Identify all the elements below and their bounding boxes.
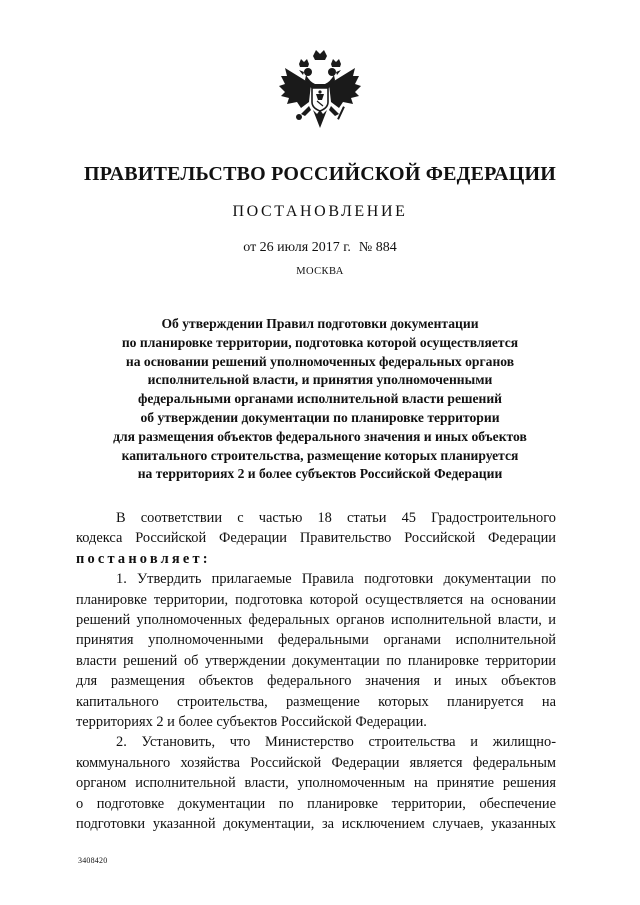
body-line: В соответствии с частью 18 статьи 45 Градостроительного <box>116 510 556 526</box>
body-line: 1. Утвердить прилагаемые Правила подготовки документации по <box>116 571 556 588</box>
body-line: кодекса Российской Федерации Правительство Российской Федерации <box>76 530 556 547</box>
heading-line: Об утверждении Правил подготовки документации <box>161 316 479 331</box>
document-number: № 884 <box>358 240 397 255</box>
heading-line: исполнительной власти, и принятия уполномоченными <box>147 372 493 388</box>
body-line: власти решений об утверждении документации по планировке территории <box>76 652 556 669</box>
document-type: ПОСТАНОВЛЕНИЕ <box>232 203 408 220</box>
decree-keyword: постановляет: <box>76 550 211 567</box>
document-city: МОСКВА <box>296 266 344 277</box>
heading-line: на основании решений уполномоченных федеральных органов <box>125 353 515 369</box>
document-body <box>76 508 556 835</box>
heading-line: по планировке территории, подготовка которой осуществляется <box>121 334 519 350</box>
body-line: территориях 2 и более субъектов Российской Федерации. <box>76 714 427 731</box>
body-line: принятия уполномоченными федеральными органами исполнительной <box>76 632 556 649</box>
heading-line: федеральными органами исполнительной власти решений <box>138 391 502 407</box>
body-line: решений уполномоченных федеральных органов исполнительной власти, и <box>76 612 556 629</box>
document-date-line <box>0 240 640 256</box>
body-line: для размещения объектов федерального значения и иных объектов <box>76 673 556 690</box>
government-title: ПРАВИТЕЛЬСТВО РОССИЙСКОЙ ФЕДЕРАЦИИ <box>84 163 556 185</box>
document-date: от 26 июля 2017 г. <box>243 240 351 255</box>
heading-line: на территориях 2 и более субъектов Российской Федерации <box>137 466 503 482</box>
document-code: 3408420 <box>78 856 108 865</box>
coat-of-arms-icon <box>275 48 365 140</box>
body-line: коммунального хозяйства Российской Федерации является федеральным <box>76 754 556 771</box>
body-line: 2. Установить, что Министерство строительства и жилищно- <box>116 734 556 751</box>
body-line: планировке территории, подготовка которой осуществляется на основании <box>76 591 556 608</box>
body-line: органом исполнительной власти, уполномоченным на принятие решения <box>76 775 556 792</box>
document-heading <box>60 315 580 484</box>
heading-line: об утверждении документации по планировке территории <box>140 409 500 425</box>
heading-line: капитального строительства, размещение которых планируется <box>121 447 519 463</box>
body-line: подготовки указанной документации, за исключением случаев, указанных <box>76 816 556 833</box>
body-line: капитального строительства, размещение которых планируется на <box>76 693 556 710</box>
body-line: о подготовке документации по планировке территории, обеспечение <box>76 795 556 812</box>
heading-line: для размещения объектов федерального значения и иных объектов <box>113 428 527 444</box>
